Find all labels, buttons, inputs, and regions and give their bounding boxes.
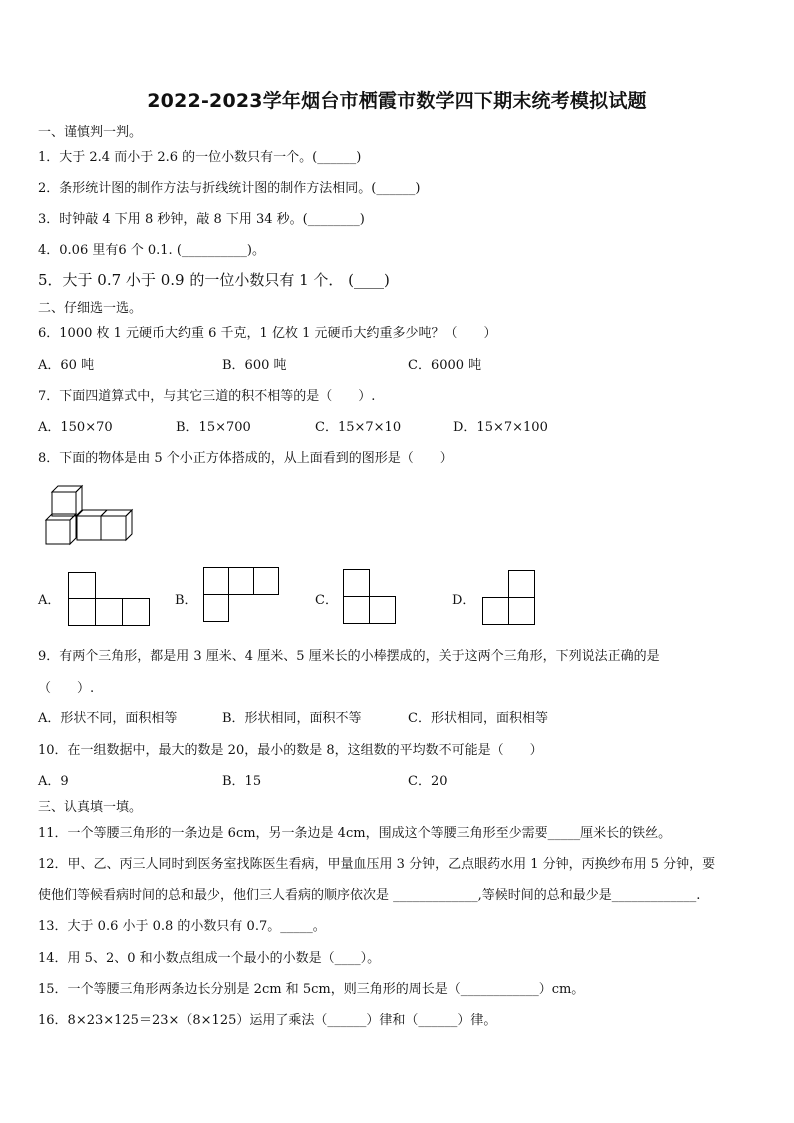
question-8: 8．下面的物体是由 5 个小正方体搭成的，从上面看到的图形是（ ）: [38, 451, 453, 466]
question-10: 10．在一组数据中，最大的数是 20，最小的数是 8，这组数的平均数不可能是（ ）: [38, 743, 543, 758]
question-9-line-1: 9．有两个三角形，都是用 3 厘米、4 厘米、5 厘米长的小棒摆成的，关于这两个三角形，下列说法正确的是: [38, 649, 660, 664]
q8-option-c-figure: [343, 569, 398, 625]
q8-option-b-figure: [203, 567, 280, 623]
q8-option-b-label: B．: [175, 593, 198, 608]
question-7: 7．下面四道算式中，与其它三道的积不相等的是（ ）.: [38, 389, 376, 404]
question-11: 11．一个等腰三角形的一条边是 6cm，另一条边是 4cm，围成这个等腰三角形至少需要_____厘米长的铁丝。: [38, 826, 672, 841]
question-12-line-2: 使他们等候看病时间的总和最少，他们三人看病的顺序依次是 _____________,等候时间的总和最少是_____________.: [38, 888, 701, 903]
q7-option-d: D．15×7×100: [453, 420, 548, 435]
q8-option-c-label: C．: [315, 593, 338, 608]
page-title: 2022-2023学年烟台市栖霞市数学四下期末统考模拟试题: [147, 90, 647, 112]
question-1: 1．大于 2.4 而小于 2.6 的一位小数只有一个。(______): [38, 150, 362, 165]
question-3: 3．时钟敲 4 下用 8 秒钟，敲 8 下用 34 秒。(________): [38, 212, 365, 227]
section-heading-judge: 一、谨慎判一判。: [38, 125, 143, 140]
question-2: 2．条形统计图的制作方法与折线统计图的制作方法相同。(______): [38, 181, 421, 196]
q6-option-b: B．600 吨: [222, 358, 287, 373]
q6-option-a: A．60 吨: [38, 358, 95, 373]
q7-option-c: C．15×7×10: [315, 420, 402, 435]
question-15: 15．一个等腰三角形两条边长分别是 2cm 和 5cm，则三角形的周长是（____________）cm。: [38, 982, 585, 997]
q9-option-a: A．形状不同，面积相等: [38, 711, 178, 726]
q8-option-d-figure: [482, 570, 536, 626]
q8-option-a-figure: [68, 572, 151, 626]
q9-option-b: B．形状相同，面积不等: [222, 711, 362, 726]
q9-option-c: C．形状相同，面积相等: [408, 711, 548, 726]
section-heading-fill: 三、认真填一填。: [38, 800, 143, 815]
q10-option-a: A．9: [38, 774, 69, 789]
question-4: 4．0.06 里有6 个 0.1. (__________)。: [38, 243, 265, 258]
question-6: 6．1000 枚 1 元硬币大约重 6 千克，1 亿枚 1 元硬币大约重多少吨？（ ）: [38, 326, 497, 341]
q6-option-c: C．6000 吨: [408, 358, 482, 373]
question-13: 13．大于 0.6 小于 0.8 的小数只有 0.7。_____。: [38, 919, 326, 934]
question-9-line-2: （ ）.: [38, 681, 95, 696]
q7-option-a: A．150×70: [38, 420, 113, 435]
q8-option-a-label: A．: [38, 593, 61, 608]
question-14: 14．用 5、2、0 和小数点组成一个最小的小数是（____）。: [38, 951, 381, 966]
q8-option-d-label: D．: [452, 593, 476, 608]
q10-option-c: C．20: [408, 774, 448, 789]
q7-option-b: B．15×700: [176, 420, 251, 435]
q10-option-b: B．15: [222, 774, 262, 789]
question-5: 5．大于 0.7 小于 0.9 的一位小数只有 1 个． (____): [38, 271, 390, 289]
cube-stack-figure: [44, 484, 139, 550]
question-16: 16．8×23×125＝23×（8×125）运用了乘法（______）律和（______）律。: [38, 1013, 497, 1028]
section-heading-choose: 二、仔细选一选。: [38, 301, 143, 316]
question-12-line-1: 12．甲、乙、丙三人同时到医务室找陈医生看病，甲量血压用 3 分钟，乙点眼药水用 1 分钟，丙换纱布用 5 分钟，要: [38, 857, 716, 872]
